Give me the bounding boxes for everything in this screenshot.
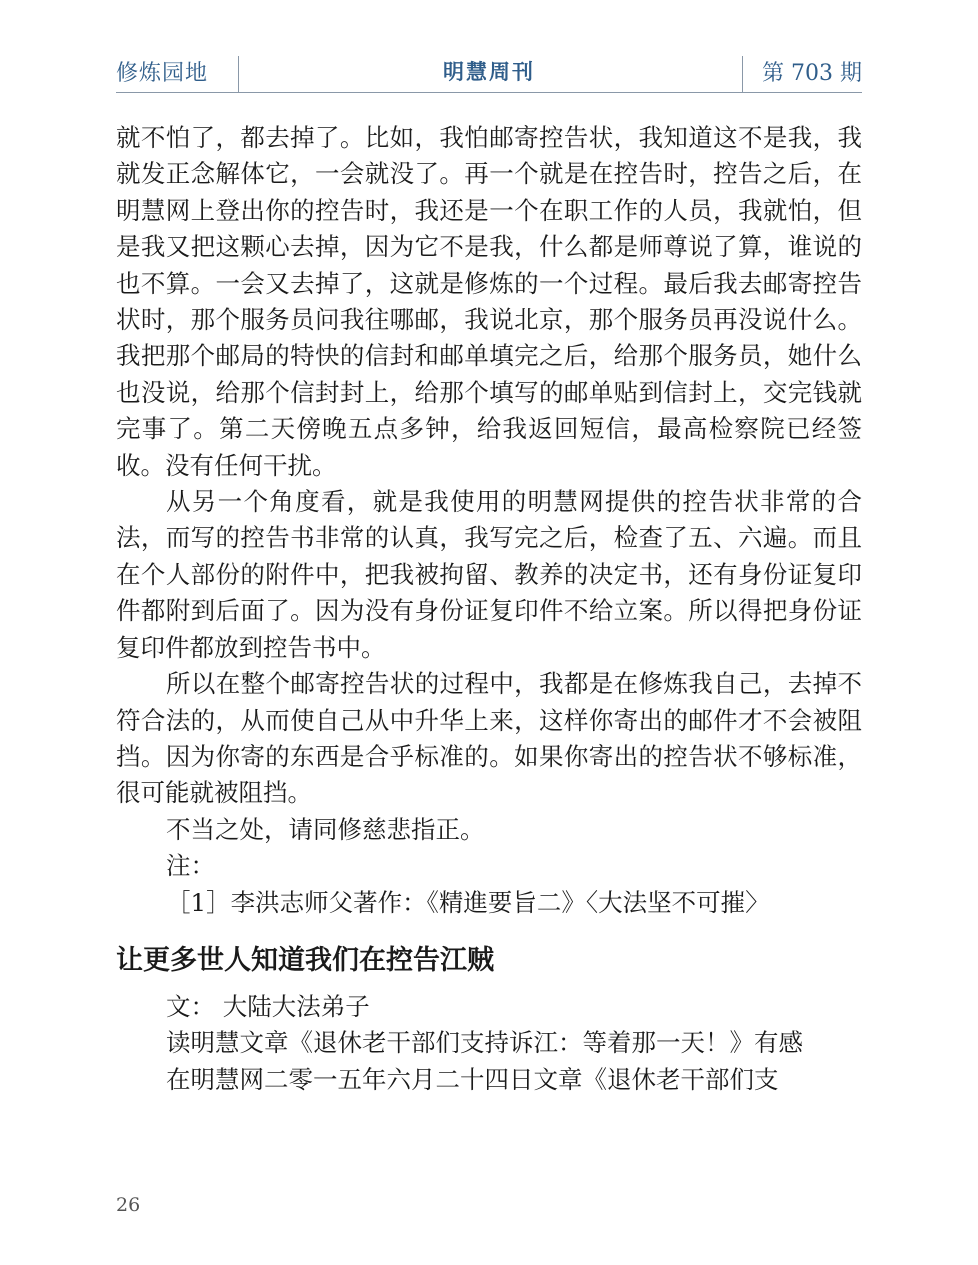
running-header bbox=[116, 52, 862, 93]
header-issue: 第 703 期 bbox=[762, 61, 862, 86]
header-divider-right bbox=[742, 56, 743, 92]
page-content bbox=[116, 120, 862, 1098]
article-intro: 读明慧文章《退休老干部们支持诉江：等着那一天！》有感 bbox=[166, 1028, 803, 1058]
page-number: 26 bbox=[116, 1194, 141, 1216]
paragraph-continued: 就不怕了，都去掉了。比如，我怕邮寄控告状，我知道这不是我，我就发正念解体它，一会就没了。再一个就是在控告时，控告之后，在明慧网上登出你的控告时，我还是一个在职工作的人员，我就怕，但是我又把这颗心去掉，因为它不是我，什么都是师尊说了算，谁说的也不算。一会又去掉了，这就是修炼的一个过程。最后我去邮寄控告状时，那个服务员问我往哪邮，我说北京，那个服务员再没说什么。我把那个邮局的特快的信封和邮单填完之后，给那个服务员，她什么也没说，给那个信封封上，给那个填写的邮单贴到信封上，交完钱就完事了。第二天傍晚五点多钟，给我返回短信，最高检察院已经签收。没有任何干扰。 bbox=[116, 123, 862, 480]
article-byline: 文： 大陆大法弟子 bbox=[166, 991, 370, 1021]
paragraph: 从另一个角度看，就是我使用的明慧网提供的控告状非常的合法，而写的控告书非常的认真，我写完之后，检查了五、六遍。而且在个人部份的附件中，把我被拘留、教养的决定书，还有身份证复印件都附到后面了。因为没有身份证复印件不给立案。所以得把身份证复印件都放到控告书中。 bbox=[116, 487, 862, 662]
article-opening: 在明慧网二零一五年六月二十四日文章《退休老干部们支 bbox=[166, 1064, 779, 1094]
article-title: 让更多世人知道我们在控告江贼 bbox=[116, 944, 494, 976]
paragraph: 不当之处，请同修慈悲指正。 bbox=[166, 814, 485, 844]
header-section: 修炼园地 bbox=[116, 61, 209, 86]
paragraph: 所以在整个邮寄控告状的过程中，我都是在修炼我自己，去掉不符合法的，从而使自己从中升华上来，这样你寄出的邮件才不会被阻挡。因为你寄的东西是合乎标准的。如果你寄出的控告状不够标准，很可能就被阻挡。 bbox=[116, 669, 862, 808]
note-item: ［1］李洪志师父著作：《精進要旨二》〈大法坚不可摧〉 bbox=[166, 887, 770, 917]
note-label: 注： bbox=[166, 851, 215, 881]
header-publication: 明慧周刊 bbox=[443, 60, 535, 84]
